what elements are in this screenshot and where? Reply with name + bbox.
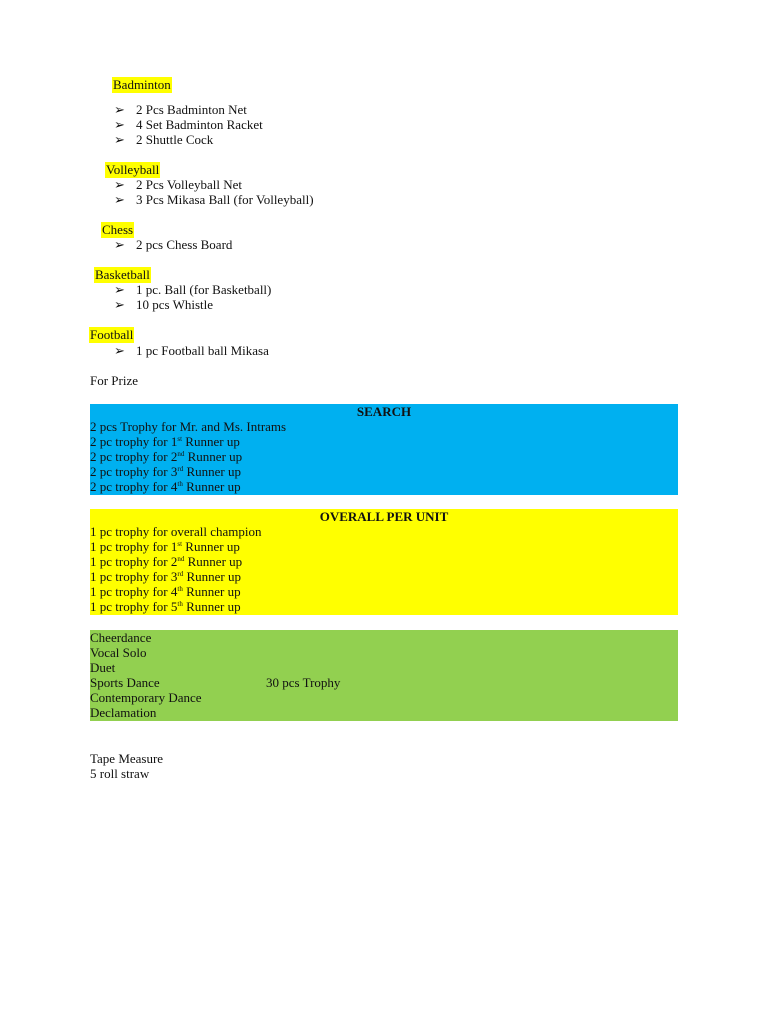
- chess-heading: Chess: [102, 222, 134, 237]
- events-trophy-box: [90, 630, 678, 721]
- list-item: ➢ 1 pc Football ball Mikasa: [114, 343, 269, 358]
- basketball-heading: Basketball: [95, 267, 150, 282]
- arrow-bullet-icon: ➢: [114, 132, 125, 147]
- table-row: 2 pc trophy for 1st Runner up: [90, 434, 240, 449]
- table-row: Duet: [90, 660, 116, 675]
- list-item: ➢ 1 pc. Ball (for Basketball): [114, 282, 272, 297]
- extra-item: 5 roll straw: [90, 766, 150, 781]
- arrow-bullet-icon: ➢: [114, 282, 125, 297]
- arrow-bullet-icon: ➢: [114, 117, 125, 132]
- list-item: ➢ 2 pcs Chess Board: [114, 237, 233, 252]
- table-row: Cheerdance: [90, 630, 152, 645]
- table-row: Sports Dance 30 pcs Trophy: [90, 675, 341, 690]
- volleyball-heading: Volleyball: [106, 162, 160, 177]
- list-item: ➢ 2 Pcs Badminton Net: [114, 102, 247, 117]
- table-row: 1 pc trophy for 5th Runner up: [90, 599, 241, 614]
- arrow-bullet-icon: ➢: [114, 343, 125, 358]
- table-row: 1 pc trophy for 4th Runner up: [90, 584, 241, 599]
- arrow-bullet-icon: ➢: [114, 177, 125, 192]
- table-row: 2 pc trophy for 3rd Runner up: [90, 464, 241, 479]
- table-row: Declamation: [90, 705, 157, 720]
- arrow-bullet-icon: ➢: [114, 297, 125, 312]
- list-item: ➢ 2 Pcs Volleyball Net: [114, 177, 243, 192]
- list-item: ➢ 4 Set Badminton Racket: [114, 117, 263, 132]
- table-row: 2 pc trophy for 4th Runner up: [90, 479, 241, 494]
- arrow-bullet-icon: ➢: [114, 237, 125, 252]
- extra-item: Tape Measure: [90, 751, 164, 766]
- list-item: ➢ 3 Pcs Mikasa Ball (for Volleyball): [114, 192, 314, 207]
- arrow-bullet-icon: ➢: [114, 192, 125, 207]
- table-row: 1 pc trophy for overall champion: [90, 524, 262, 539]
- list-item: ➢ 2 Shuttle Cock: [114, 132, 214, 147]
- list-item: ➢ 10 pcs Whistle: [114, 297, 214, 312]
- table-row: 2 pcs Trophy for Mr. and Ms. Intrams: [90, 419, 287, 434]
- table-row: 2 pc trophy for 2nd Runner up: [90, 449, 243, 464]
- for-prize-label: For Prize: [90, 373, 139, 388]
- arrow-bullet-icon: ➢: [114, 102, 125, 117]
- search-trophy-box: [90, 404, 678, 495]
- search-box-title: SEARCH: [356, 404, 412, 419]
- overall-box-title: OVERALL PER UNIT: [319, 509, 449, 524]
- table-row: 1 pc trophy for 1st Runner up: [90, 539, 240, 554]
- table-row: Vocal Solo: [90, 645, 147, 660]
- trophy-count-note: 30 pcs Trophy: [266, 675, 341, 690]
- overall-trophy-box: [90, 509, 678, 615]
- football-heading: Football: [90, 327, 134, 342]
- table-row: 1 pc trophy for 3rd Runner up: [90, 569, 241, 584]
- table-row: Contemporary Dance: [90, 690, 202, 705]
- table-row: 1 pc trophy for 2nd Runner up: [90, 554, 243, 569]
- badminton-heading: Badminton: [113, 77, 171, 92]
